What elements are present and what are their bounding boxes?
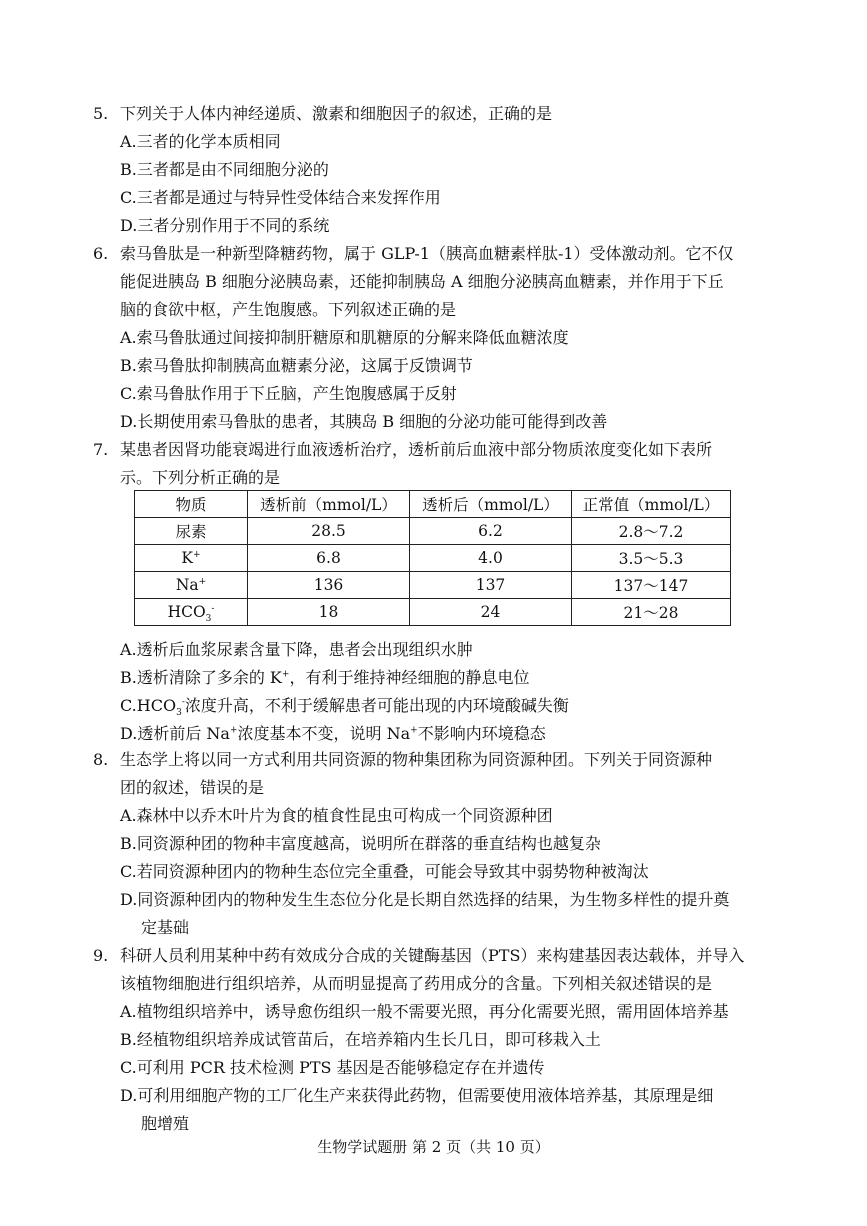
question-number: 9. — [93, 946, 109, 965]
question-stem: 下列关于人体内神经递质、激素和细胞因子的叙述，正确的是 — [120, 104, 553, 123]
option-a: A.森林中以乔木叶片为食的植食性昆虫可构成一个同资源种团 — [120, 806, 553, 825]
table-row — [135, 518, 731, 545]
question-stem: 某患者因肾功能衰竭进行血液透析治疗，透析前后血液中部分物质浓度变化如下表所 — [120, 440, 713, 459]
option-a: A.三者的化学本质相同 — [120, 132, 281, 151]
option-c: C.可利用 PCR 技术检测 PTS 基因是否能够稳定存在并遗传 — [120, 1058, 545, 1077]
dialysis-table — [134, 490, 731, 626]
table-cell: K+ — [135, 545, 248, 572]
question-number: 7. — [93, 440, 109, 459]
question-7 — [93, 436, 783, 492]
option-a: A.透析后血浆尿素含量下降，患者会出现组织水肿 — [120, 640, 473, 659]
ion-charge: - — [211, 603, 215, 614]
table-header: 透析后（mmol/L） — [410, 491, 572, 518]
table-cell: 137～147 — [572, 572, 731, 599]
table-cell: Na+ — [135, 572, 248, 599]
table-cell: 2.8～7.2 — [572, 518, 731, 545]
option-c: C.索马鲁肽作用于下丘脑，产生饱腹感属于反射 — [120, 384, 457, 403]
option-c: C.若同资源种团内的物种生态位完全重叠，可能会导致其中弱势物种被淘汰 — [120, 862, 649, 881]
question-6 — [93, 240, 783, 436]
question-stem-line: 该植物细胞进行组织培养，从而明显提高了药用成分的含量。下列相关叙述错误的是 — [120, 974, 713, 993]
option-d: D.同资源种团内的物种发生生态位分化是长期自然选择的结果，为生物多样性的提升奠 — [120, 890, 730, 909]
option-b: B.索马鲁肽抑制胰高血糖素分泌，这属于反馈调节 — [120, 356, 473, 375]
question-number: 6. — [93, 244, 109, 263]
table-cell: 18 — [248, 599, 410, 626]
ion-charge: + — [198, 576, 207, 587]
table-cell: 4.0 — [410, 545, 572, 572]
table-cell: 6.8 — [248, 545, 410, 572]
table-cell: 21～28 — [572, 599, 731, 626]
table-cell: 尿素 — [135, 518, 248, 545]
option-a: A.索马鲁肽通过间接抑制肝糖原和肌糖原的分解来降低血糖浓度 — [120, 328, 569, 347]
question-8 — [93, 746, 783, 942]
question-stem-line: 示。下列分析正确的是 — [120, 468, 281, 487]
table-header: 物质 — [135, 491, 248, 518]
question-stem: 生态学上将以同一方式利用共同资源的物种集团称为同资源种团。下列关于同资源种 — [120, 750, 713, 769]
option-b: B.三者都是由不同细胞分泌的 — [120, 160, 329, 179]
option-d: D.长期使用索马鲁肽的患者，其胰岛 B 细胞的分泌功能可能得到改善 — [120, 412, 608, 431]
table-cell: 136 — [248, 572, 410, 599]
question-stem-line: 能促进胰岛 B 细胞分泌胰岛素，还能抑制胰岛 A 细胞分泌胰高血糖素，并作用于下丘 — [120, 272, 724, 291]
table-cell: 137 — [410, 572, 572, 599]
ion-subscript: 3 — [205, 614, 212, 625]
option-b: B.经植物组织培养成试管苗后，在培养箱内生长几日，即可移栽入土 — [120, 1030, 601, 1049]
table-cell: 3.5～5.3 — [572, 545, 731, 572]
question-5 — [93, 100, 783, 240]
question-7-options — [93, 636, 783, 748]
table-row — [135, 572, 731, 599]
question-stem-line: 脑的食欲中枢，产生饱腹感。下列叙述正确的是 — [120, 300, 457, 319]
question-stem-line: 团的叙述，错误的是 — [120, 778, 265, 797]
table-cell: $HCO_3^-$ — [135, 599, 248, 626]
table-cell: 6.2 — [410, 518, 572, 545]
table-row — [135, 545, 731, 572]
page-footer: 生物学试题册 第 2 页（共 10 页） — [317, 1138, 550, 1156]
option-d-continued: 定基础 — [141, 918, 190, 937]
option-a: A.植物组织培养中，诱导愈伤组织一般不需要光照，再分化需要光照，需用固体培养基 — [120, 1002, 729, 1021]
question-stem: 科研人员利用某种中药有效成分合成的关键酶基因（PTS）来构建基因表达载体，并导入 — [120, 946, 745, 965]
option-b: B.透析清除了多余的 K+，有利于维持神经细胞的静息电位 — [120, 668, 530, 687]
table-cell: 24 — [410, 599, 572, 626]
option-d-continued: 胞增殖 — [141, 1114, 190, 1133]
table-cell: 28.5 — [248, 518, 410, 545]
question-number: 5. — [93, 104, 109, 123]
option-b: B.同资源种团的物种丰富度越高，说明所在群落的垂直结构也越复杂 — [120, 834, 601, 853]
option-d: D.三者分别作用于不同的系统 — [120, 216, 330, 235]
option-d: D.可利用细胞产物的工厂化生产来获得此药物，但需要使用液体培养基，其原理是细 — [120, 1086, 714, 1105]
option-c: C.三者都是通过与特异性受体结合来发挥作用 — [120, 188, 441, 207]
question-stem: 索马鲁肽是一种新型降糖药物，属于 GLP-1（胰高血糖素样肽-1）受体激动剂。它不仅 — [120, 244, 734, 263]
table-header: 正常值（mmol/L） — [572, 491, 731, 518]
question-number: 8. — [93, 750, 109, 769]
table-row — [135, 599, 731, 626]
ion-charge: + — [193, 549, 201, 560]
option-d: D.透析前后 Na+浓度基本不变，说明 Na+不影响内环境稳态 — [120, 724, 546, 743]
option-c: $C.HCO_3^-$浓度升高，不利于缓解患者可能出现的内环境酸碱失衡 — [120, 696, 569, 719]
table-header-row — [135, 491, 731, 518]
question-9 — [93, 942, 783, 1138]
table-header: 透析前（mmol/L） — [248, 491, 410, 518]
